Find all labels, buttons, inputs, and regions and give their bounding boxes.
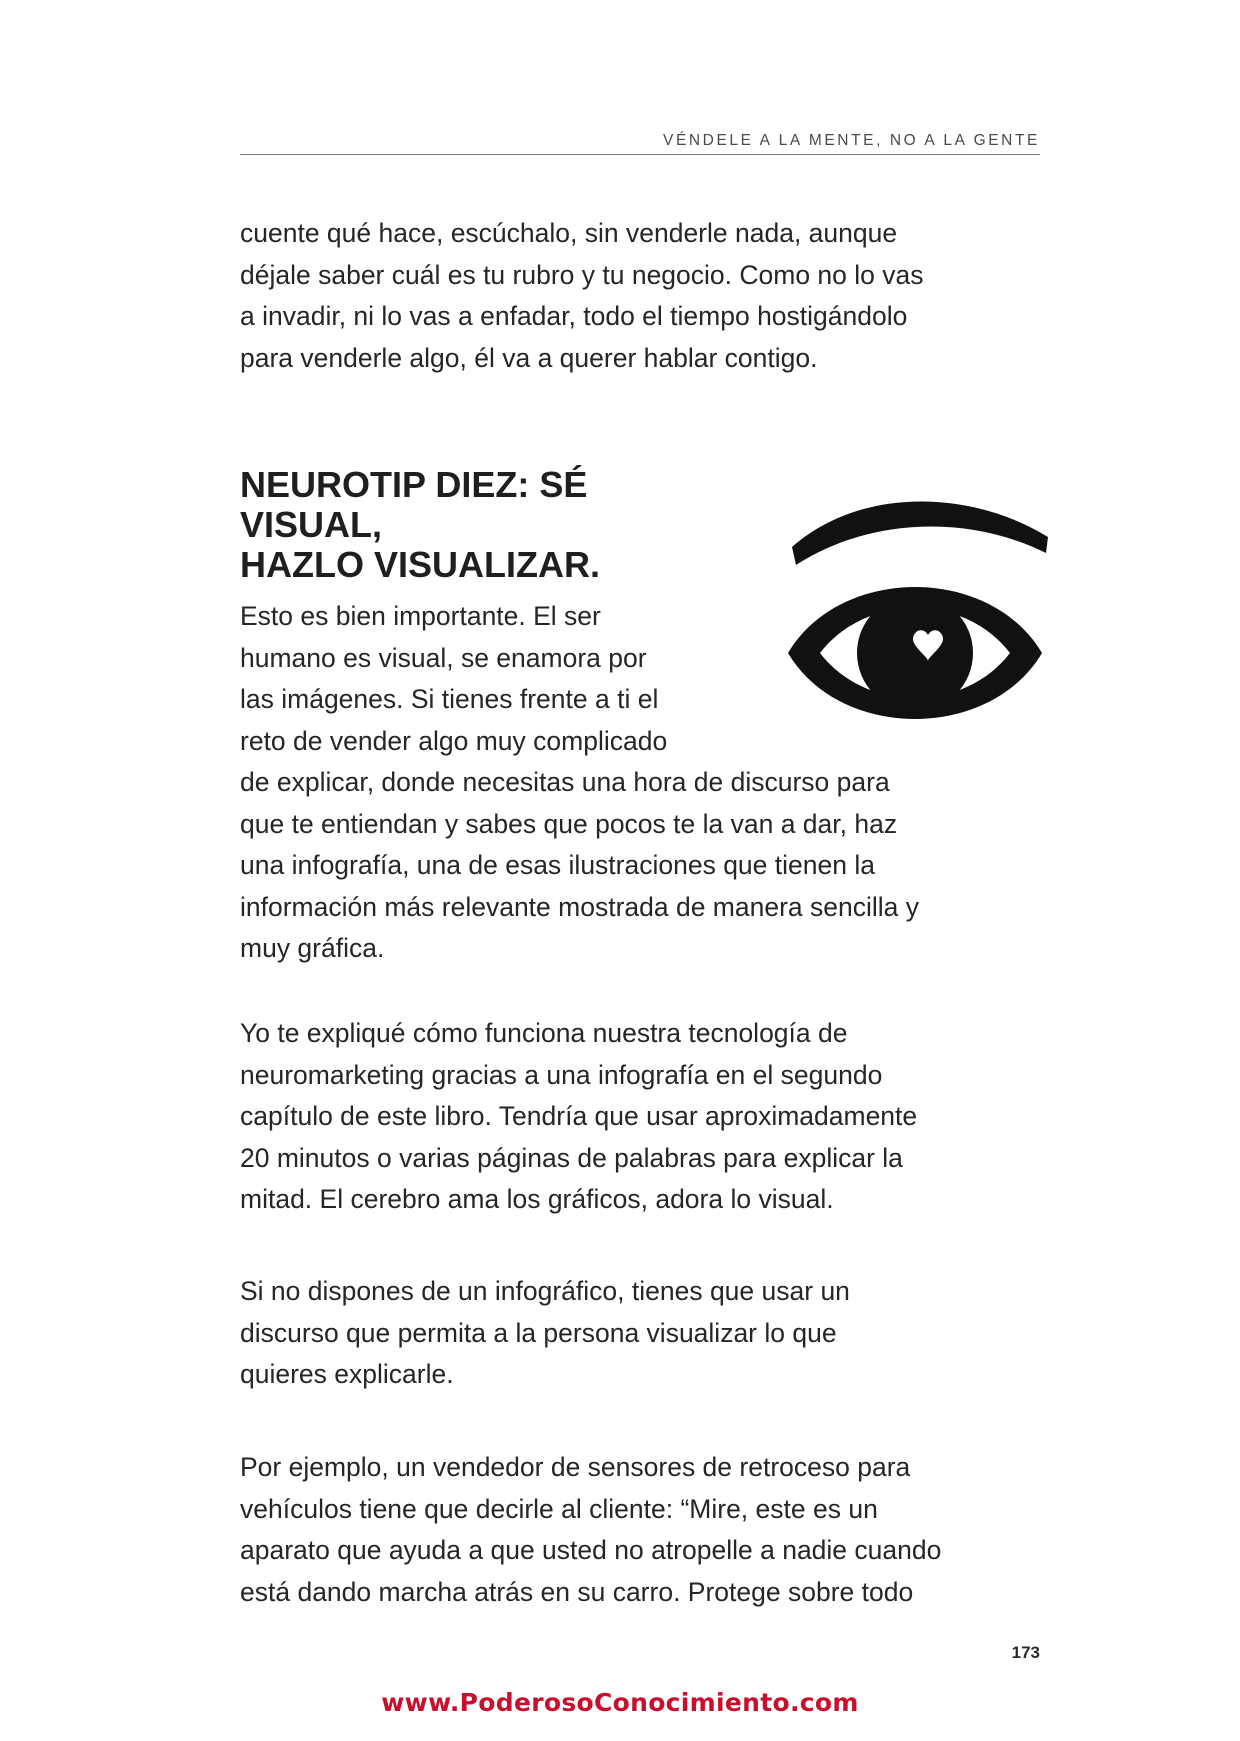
text-line: Esto es bien importante. El ser (240, 601, 601, 631)
text-line: 20 minutos o varias páginas de palabras para explicar la (240, 1142, 903, 1173)
text-line: está dando marcha atrás en su carro. Protege sobre todo (240, 1576, 914, 1607)
text-line: a invadir, ni lo vas a enfadar, todo el tiempo hostigándolo (240, 301, 908, 331)
text-line: mitad. El cerebro ama los gráficos, adora lo visual. (240, 1184, 834, 1214)
text-line: déjale saber cuál es tu rubro y tu negocio. Como no lo vas (240, 259, 924, 290)
paragraph-infographic (240, 596, 919, 970)
text-line: neuromarketing gracias a una infografía en el segundo (240, 1059, 883, 1090)
text-line: una infografía, una de esas ilustraciones que tienen la (240, 850, 875, 880)
text-line: aparato que ayuda a que usted no atropelle a nadie cuando (240, 1535, 942, 1565)
section-heading (240, 465, 600, 585)
text-line: capítulo de este libro. Tendría que usar aproximadamente (240, 1101, 918, 1131)
text-line: reto de vender algo muy complicado (240, 725, 668, 756)
eyebrow-shape (792, 501, 1048, 565)
text-line: Por ejemplo, un vendedor de sensores de retroceso para (240, 1452, 911, 1482)
text-line: las imágenes. Si tienes frente a ti el (240, 684, 659, 714)
text-line: Yo te expliqué cómo funciona nuestra tecnología de (240, 1018, 848, 1048)
intro-paragraph (240, 213, 924, 379)
text-line: muy gráfica. (240, 933, 385, 963)
running-head: VÉNDELE A LA MENTE, NO A LA GENTE (663, 132, 1040, 149)
text-line: que te entiendan y sabes que pocos te la van a dar, haz (240, 808, 898, 839)
text-line: para venderle algo, él va a querer hablar contigo. (240, 342, 818, 373)
text-line: Si no dispones de un infográfico, tienes que usar un (240, 1276, 850, 1306)
text-line: información más relevante mostrada de manera sencilla y (240, 891, 920, 922)
paragraph-neuromarketing (240, 1013, 917, 1221)
page-number: 173 (1011, 1643, 1040, 1662)
paragraph-infografico (240, 1271, 850, 1396)
text-line: discurso que permita a la persona visualizar lo que (240, 1317, 837, 1348)
site-watermark: www.PoderosoConocimiento.com (381, 1688, 859, 1717)
header-rule (240, 154, 1040, 155)
text-line: vehículos tiene que decirle al cliente: “Mire, este es un (240, 1493, 878, 1524)
paragraph-example (240, 1447, 941, 1613)
text-line: cuente qué hace, escúchalo, sin venderle nada, aunque (240, 218, 898, 248)
heading-line: NEUROTIP DIEZ: SÉ (240, 464, 588, 505)
heading-line: VISUAL, (240, 504, 383, 545)
heading-line: HAZLO VISUALIZAR. (240, 544, 600, 585)
text-line: quieres explicarle. (240, 1359, 454, 1389)
text-line: humano es visual, se enamora por (240, 642, 647, 673)
text-line: de explicar, donde necesitas una hora de discurso para (240, 767, 890, 797)
